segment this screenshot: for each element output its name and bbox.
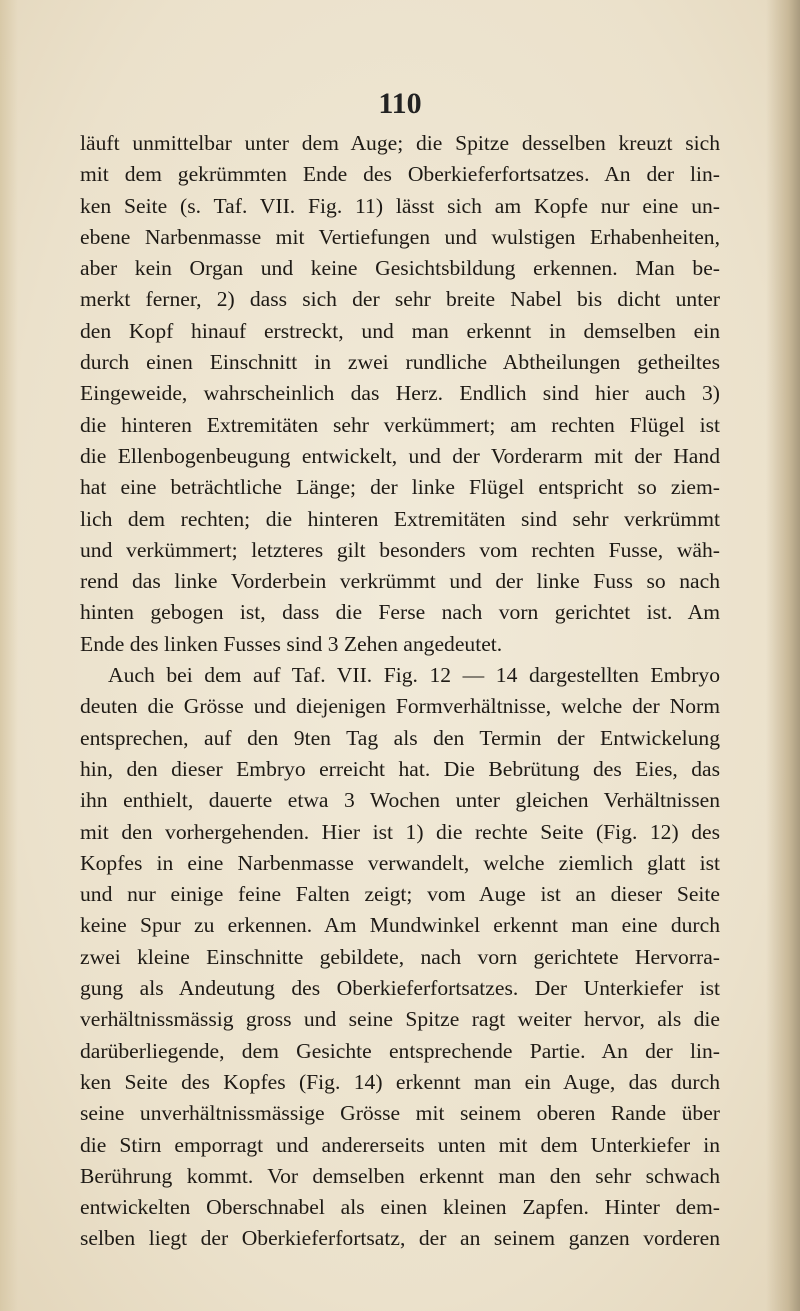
text-line: und nur einige feine Falten zeigt; vom Auge ist an dieser Seite (80, 882, 720, 907)
text-line: entwickelten Oberschnabel als einen kleinen Zapfen. Hinter dem- (80, 1195, 720, 1220)
text-line: Kopfes in eine Narbenmasse verwandelt, welche ziemlich glatt ist (80, 850, 720, 875)
text-line: mit den vorhergehenden. Hier ist 1) die rechte Seite (Fig. 12) des (80, 819, 720, 844)
page-number: 110 (378, 87, 422, 120)
text-line: hat eine beträchtliche Länge; der linke Flügel entspricht so ziem- (80, 475, 720, 500)
text-line: ihn enthielt, dauerte etwa 3 Wochen unter gleichen Verhältnissen (80, 788, 720, 813)
body-text (80, 128, 720, 1255)
text-line: ebene Narbenmasse mit Vertiefungen und wulstigen Erhabenheiten, (80, 224, 720, 249)
text-line: hinten gebogen ist, dass die Ferse nach vorn gerichtet ist. Am (80, 600, 720, 625)
text-line: merkt ferner, 2) dass sich der sehr breite Nabel bis dicht unter (80, 287, 720, 312)
text-line: und verkümmert; letzteres gilt besonders vom rechten Fusse, wäh- (80, 537, 720, 562)
text-line: keine Spur zu erkennen. Am Mundwinkel erkennt man eine durch (80, 913, 720, 938)
page-edge-shadow-right (766, 0, 800, 1311)
text-line: die Stirn emporragt und andererseits unten mit dem Unterkiefer in (80, 1132, 720, 1157)
text-line: den Kopf hinauf erstreckt, und man erkennt in demselben ein (80, 318, 720, 343)
page-edge-shadow-left (0, 0, 18, 1311)
text-line: Eingeweide, wahrscheinlich das Herz. Endlich sind hier auch 3) (80, 381, 720, 406)
text-line: selben liegt der Oberkieferfortsatz, der an seinem ganzen vorderen (80, 1226, 720, 1251)
text-line: läuft unmittelbar unter dem Auge; die Spitze desselben kreuzt sich (80, 131, 720, 155)
text-line: zwei kleine Einschnitte gebildete, nach vorn gerichtete Hervorra- (80, 944, 720, 969)
text-line: seine unverhältnissmässige Grösse mit seinem oberen Rande über (80, 1101, 720, 1126)
text-line: ken Seite (s. Taf. VII. Fig. 11) lässt sich am Kopfe nur eine un- (80, 193, 720, 218)
text-line: die Ellenbogenbeugung entwickelt, und der Vorderarm mit der Hand (80, 443, 720, 468)
text-line: entsprechen, auf den 9ten Tag als den Termin der Entwickelung (80, 725, 720, 750)
text-line: hin, den dieser Embryo erreicht hat. Die Bebrütung des Eies, das (80, 756, 720, 781)
text-line: ken Seite des Kopfes (Fig. 14) erkennt man ein Auge, das durch (80, 1069, 720, 1094)
text-line: darüberliegende, dem Gesichte entsprechende Partie. An der lin- (80, 1038, 720, 1063)
text-line: gung als Andeutung des Oberkieferfortsatzes. Der Unterkiefer ist (80, 976, 720, 1001)
paragraph-end-line: Ende des linken Fusses sind 3 Zehen angedeutet. (80, 631, 503, 656)
text-line: die hinteren Extremitäten sehr verkümmert; am rechten Flügel ist (80, 412, 720, 437)
text-line: lich dem rechten; die hinteren Extremitäten sind sehr verkrümmt (80, 506, 720, 531)
text-line: mit dem gekrümmten Ende des Oberkieferfortsatzes. An der lin- (80, 162, 720, 187)
text-line: deuten die Grösse und diejenigen Formverhältnisse, welche der Norm (80, 694, 720, 719)
text-line: verhältnissmässig gross und seine Spitze ragt weiter hervor, als die (80, 1007, 720, 1032)
text-line: durch einen Einschnitt in zwei rundliche Abtheilungen getheiltes (80, 350, 720, 375)
text-line: aber kein Organ und keine Gesichtsbildung erkennen. Man be- (80, 256, 720, 281)
text-line: Berührung kommt. Vor demselben erkennt man den sehr schwach (80, 1163, 720, 1188)
text-line: rend das linke Vorderbein verkrümmt und der linke Fuss so nach (80, 569, 720, 594)
paragraph-start-line: Auch bei dem auf Taf. VII. Fig. 12 — 14 dargestellten Embryo (108, 663, 720, 688)
